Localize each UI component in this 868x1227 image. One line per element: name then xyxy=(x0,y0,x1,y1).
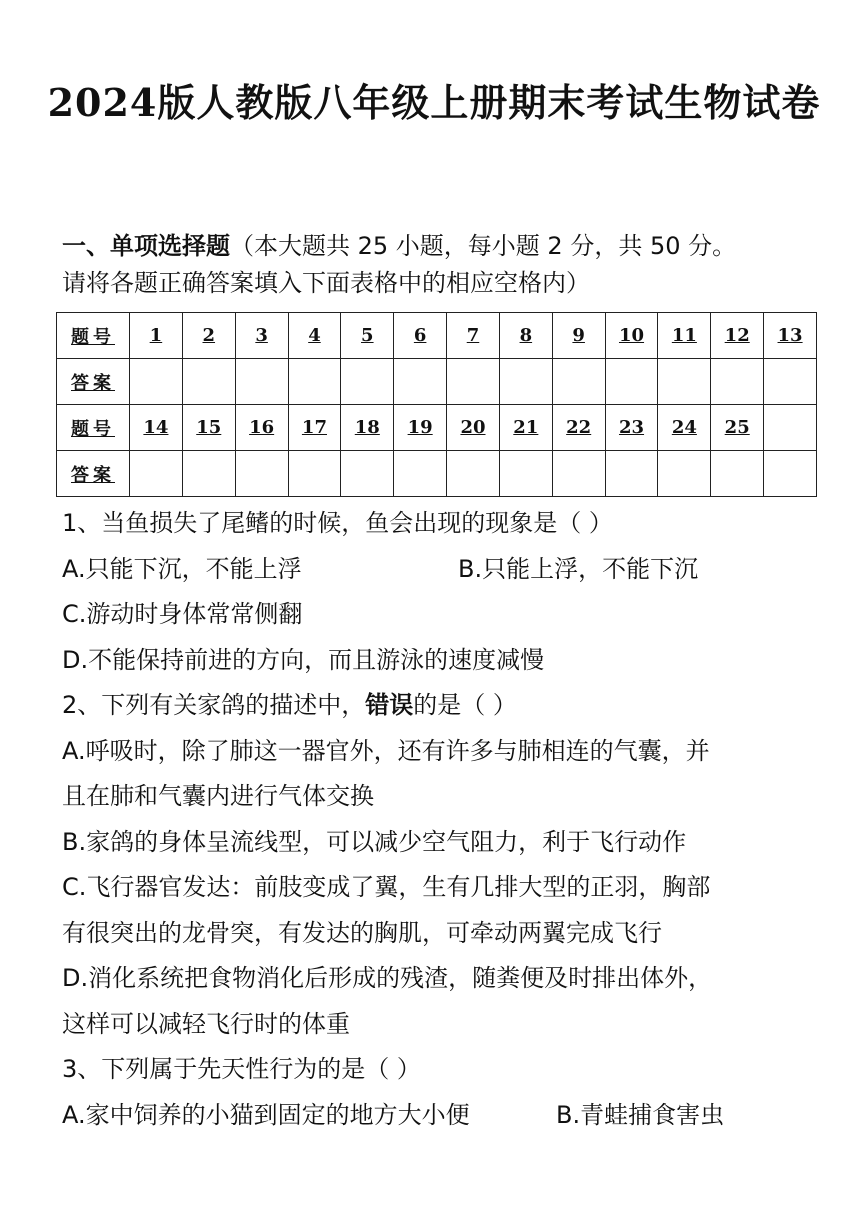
number-row xyxy=(57,405,817,451)
answer-cell[interactable] xyxy=(605,359,658,405)
question-number: 3 xyxy=(235,313,288,359)
question-3-option-b: B.青蛙捕食害虫 xyxy=(556,1101,725,1129)
answer-cell[interactable] xyxy=(341,359,394,405)
question-number: 12 xyxy=(711,313,764,359)
question-1-option-b: B.只能上浮，不能下沉 xyxy=(458,555,699,583)
answer-cell[interactable] xyxy=(235,451,288,497)
question-2-option-d: D.消化系统把食物消化后形成的残渣，随粪便及时排出体外， xyxy=(62,964,713,992)
answer-cell[interactable] xyxy=(658,451,711,497)
section-heading: 一、单项选择题 xyxy=(62,232,230,260)
question-2-option-c-cont: 有很突出的龙骨突，有发达的胸肌，可牵动两翼完成飞行 xyxy=(62,919,662,947)
question-number: 23 xyxy=(605,405,658,451)
question-number: 9 xyxy=(552,313,605,359)
answer-cell[interactable] xyxy=(130,359,183,405)
row-label-answer: 答案 xyxy=(57,451,130,497)
question-2-option-c: C.飞行器官发达：前肢变成了翼，生有几排大型的正羽，胸部 xyxy=(62,873,711,901)
answer-cell[interactable] xyxy=(182,359,235,405)
answer-cell[interactable] xyxy=(499,359,552,405)
answer-cell[interactable] xyxy=(394,359,447,405)
question-2-stem-emphasis: 错误 xyxy=(365,691,414,719)
question-3-option-a: A.家中饲养的小猫到固定的地方大小便 xyxy=(62,1101,470,1129)
question-number: 4 xyxy=(288,313,341,359)
question-2-stem-post: 的是（ ） xyxy=(413,691,517,719)
answer-cell[interactable] xyxy=(605,451,658,497)
answer-cell[interactable] xyxy=(288,451,341,497)
answer-row xyxy=(57,451,817,497)
answer-cell[interactable] xyxy=(764,451,817,497)
question-2-option-b: B.家鸽的身体呈流线型，可以减少空气阻力，利于飞行动作 xyxy=(62,828,687,856)
question-3-stem: 3、下列属于先天性行为的是（ ） xyxy=(62,1055,421,1083)
question-2-stem xyxy=(62,690,517,720)
answer-table xyxy=(56,312,817,497)
question-number: 25 xyxy=(711,405,764,451)
question-number: 2 xyxy=(182,313,235,359)
row-label-answer: 答案 xyxy=(57,359,130,405)
question-number: 24 xyxy=(658,405,711,451)
question-number: 7 xyxy=(447,313,500,359)
question-number xyxy=(764,405,817,451)
question-number: 14 xyxy=(130,405,183,451)
question-1-option-d: D.不能保持前进的方向，而且游泳的速度减慢 xyxy=(62,646,545,674)
answer-cell[interactable] xyxy=(182,451,235,497)
question-2-option-a: A.呼吸时，除了肺这一器官外，还有许多与肺相连的气囊，并 xyxy=(62,737,710,765)
answer-cell[interactable] xyxy=(394,451,447,497)
section-header xyxy=(62,228,852,302)
question-number: 17 xyxy=(288,405,341,451)
question-number: 18 xyxy=(341,405,394,451)
question-1-option-c: C.游动时身体常常侧翻 xyxy=(62,600,303,628)
question-number: 15 xyxy=(182,405,235,451)
question-number: 1 xyxy=(130,313,183,359)
question-number: 20 xyxy=(447,405,500,451)
question-2-option-d-cont: 这样可以减轻飞行时的体重 xyxy=(62,1010,350,1038)
question-number: 10 xyxy=(605,313,658,359)
answer-cell[interactable] xyxy=(235,359,288,405)
answer-cell[interactable] xyxy=(341,451,394,497)
question-1-option-a: A.只能下沉，不能上浮 xyxy=(62,555,302,583)
answer-cell[interactable] xyxy=(711,451,764,497)
answer-cell[interactable] xyxy=(288,359,341,405)
question-number: 16 xyxy=(235,405,288,451)
question-1-stem: 1、当鱼损失了尾鳍的时候，鱼会出现的现象是（ ） xyxy=(62,509,613,537)
number-row xyxy=(57,313,817,359)
question-number: 8 xyxy=(499,313,552,359)
answer-row xyxy=(57,359,817,405)
answer-cell[interactable] xyxy=(552,359,605,405)
question-number: 13 xyxy=(764,313,817,359)
question-2-stem-pre: 2、下列有关家鸽的描述中， xyxy=(62,691,366,719)
answer-cell[interactable] xyxy=(658,359,711,405)
question-number: 19 xyxy=(394,405,447,451)
row-label-number: 题号 xyxy=(57,405,130,451)
row-label-number: 题号 xyxy=(57,313,130,359)
answer-cell[interactable] xyxy=(499,451,552,497)
answer-cell[interactable] xyxy=(447,359,500,405)
question-number: 22 xyxy=(552,405,605,451)
question-number: 11 xyxy=(658,313,711,359)
answer-cell[interactable] xyxy=(447,451,500,497)
question-number: 21 xyxy=(499,405,552,451)
question-number: 6 xyxy=(394,313,447,359)
answer-cell[interactable] xyxy=(764,359,817,405)
question-2-option-a-cont: 且在肺和气囊内进行气体交换 xyxy=(62,782,374,810)
exam-title: 2024版人教版八年级上册期末考试生物试卷 xyxy=(47,80,821,125)
section-instruction-cont: 请将各题正确答案填入下面表格中的相应空格内） xyxy=(62,269,590,297)
answer-cell[interactable] xyxy=(711,359,764,405)
answer-cell[interactable] xyxy=(552,451,605,497)
question-number: 5 xyxy=(341,313,394,359)
section-instruction: （本大题共 25 小题，每小题 2 分，共 50 分。 xyxy=(230,232,737,260)
answer-cell[interactable] xyxy=(130,451,183,497)
